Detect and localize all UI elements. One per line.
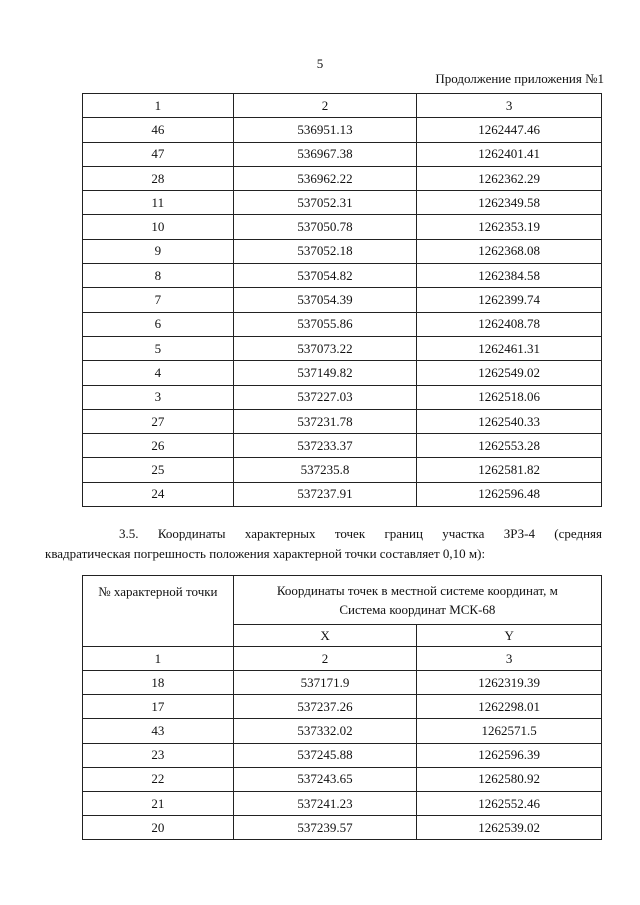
y-coordinate-cell: 1262408.78 [417, 312, 602, 336]
y-coordinate-cell: 1262552.46 [417, 791, 602, 815]
y-coordinate-cell: 1262461.31 [417, 336, 602, 360]
x-coordinate-cell: 537235.8 [233, 458, 417, 482]
x-coordinate-cell: 536951.13 [233, 118, 417, 142]
x-coordinate-cell: 537245.88 [233, 743, 417, 767]
table-row [83, 336, 602, 360]
x-coordinate-cell: 537052.31 [233, 191, 417, 215]
x-coordinate-cell: 537243.65 [233, 767, 417, 791]
y-coordinate-cell: 1262581.82 [417, 458, 602, 482]
table-row [83, 215, 602, 239]
y-coordinate-cell: 1262596.39 [417, 743, 602, 767]
point-number-cell: 47 [83, 142, 234, 166]
point-number-cell: 18 [83, 671, 234, 695]
point-number-cell: 43 [83, 719, 234, 743]
coordinates-header [233, 576, 601, 625]
point-number-cell: 8 [83, 264, 234, 288]
coordinates-header-line-2: Система координат МСК-68 [339, 602, 496, 617]
table-row [83, 239, 602, 263]
table-row [83, 142, 602, 166]
point-number-cell: 26 [83, 434, 234, 458]
point-number-cell: 4 [83, 361, 234, 385]
table-row [83, 288, 602, 312]
x-coordinate-cell: 537073.22 [233, 336, 417, 360]
y-coordinate-cell: 1262580.92 [417, 767, 602, 791]
point-number-cell: 21 [83, 791, 234, 815]
table-row [83, 385, 602, 409]
column-numbering-row [83, 647, 602, 671]
point-number-header: № характерной точки [83, 576, 234, 647]
y-coordinate-cell: 1262353.19 [417, 215, 602, 239]
table-row [83, 719, 602, 743]
page-number: 5 [316, 56, 324, 71]
table-row [83, 695, 602, 719]
point-number-cell: 23 [83, 743, 234, 767]
x-coordinate-cell: 537237.91 [233, 482, 417, 506]
x-coordinate-cell: 537233.37 [233, 434, 417, 458]
table-row [83, 791, 602, 815]
point-number-cell: 3 [83, 385, 234, 409]
point-number-cell: 10 [83, 215, 234, 239]
y-coordinate-cell: 1262368.08 [417, 239, 602, 263]
x-coordinate-cell: 537052.18 [233, 239, 417, 263]
x-coordinate-cell: 537149.82 [233, 361, 417, 385]
point-number-cell: 7 [83, 288, 234, 312]
y-coordinate-cell: 1262447.46 [417, 118, 602, 142]
table-header-row [83, 576, 602, 625]
section-paragraph [45, 524, 602, 564]
x-coordinate-cell: 537237.26 [233, 695, 417, 719]
y-coordinate-cell: 1262401.41 [417, 142, 602, 166]
point-number-cell: 28 [83, 166, 234, 190]
section-line-2: квадратическая погрешность положения характерной точки составляет 0,10 м): [45, 546, 486, 561]
point-number-cell: 11 [83, 191, 234, 215]
y-coordinate-cell: 1262319.39 [417, 671, 602, 695]
point-number-cell: 27 [83, 409, 234, 433]
x-coordinate-cell: 537241.23 [233, 791, 417, 815]
point-number-cell: 6 [83, 312, 234, 336]
table-row [83, 482, 602, 506]
x-coordinate-cell: 537239.57 [233, 816, 417, 840]
section-line-1: 3.5. Координаты характерных точек границ участка ЗРЗ-4 (средняя [119, 526, 602, 541]
point-number-cell: 22 [83, 767, 234, 791]
y-coordinate-cell: 1262539.02 [417, 816, 602, 840]
x-coordinate-cell: 537231.78 [233, 409, 417, 433]
header-cell: 2 [233, 94, 417, 118]
y-coordinate-cell: 1262553.28 [417, 434, 602, 458]
coordinates-table-continued [82, 93, 602, 507]
y-header: Y [417, 625, 602, 647]
y-coordinate-cell: 1262362.29 [417, 166, 602, 190]
x-header: X [233, 625, 417, 647]
x-coordinate-cell: 537054.39 [233, 288, 417, 312]
x-coordinate-cell: 536962.22 [233, 166, 417, 190]
table-row [83, 312, 602, 336]
table-row [83, 409, 602, 433]
x-coordinate-cell: 537227.03 [233, 385, 417, 409]
continuation-note: Продолжение приложения №1 [435, 71, 604, 86]
point-number-cell: 20 [83, 816, 234, 840]
numbering-cell: 2 [233, 647, 417, 671]
y-coordinate-cell: 1262540.33 [417, 409, 602, 433]
x-coordinate-cell: 537054.82 [233, 264, 417, 288]
point-number-cell: 5 [83, 336, 234, 360]
table-row [83, 458, 602, 482]
point-number-cell: 17 [83, 695, 234, 719]
point-number-cell: 46 [83, 118, 234, 142]
numbering-cell: 3 [417, 647, 602, 671]
table-row [83, 434, 602, 458]
table-row [83, 767, 602, 791]
table-row [83, 118, 602, 142]
y-coordinate-cell: 1262384.58 [417, 264, 602, 288]
y-coordinate-cell: 1262549.02 [417, 361, 602, 385]
numbering-cell: 1 [83, 647, 234, 671]
table-row [83, 264, 602, 288]
table-row [83, 671, 602, 695]
table-row [83, 191, 602, 215]
y-coordinate-cell: 1262518.06 [417, 385, 602, 409]
x-coordinate-cell: 537050.78 [233, 215, 417, 239]
x-coordinate-cell: 537332.02 [233, 719, 417, 743]
point-number-cell: 25 [83, 458, 234, 482]
zrz4-coordinates-table [82, 575, 602, 840]
table-row [83, 743, 602, 767]
coordinates-header-line-1: Координаты точек в местной системе координат, м [276, 583, 558, 598]
header-cell: 3 [417, 94, 602, 118]
x-coordinate-cell: 537171.9 [233, 671, 417, 695]
point-number-cell: 9 [83, 239, 234, 263]
y-coordinate-cell: 1262399.74 [417, 288, 602, 312]
y-coordinate-cell: 1262349.58 [417, 191, 602, 215]
y-coordinate-cell: 1262298.01 [417, 695, 602, 719]
table-row [83, 361, 602, 385]
table-header-row [83, 94, 602, 118]
header-cell: 1 [83, 94, 234, 118]
y-coordinate-cell: 1262571.5 [417, 719, 602, 743]
point-number-cell: 24 [83, 482, 234, 506]
table-row [83, 816, 602, 840]
table-row [83, 166, 602, 190]
y-coordinate-cell: 1262596.48 [417, 482, 602, 506]
x-coordinate-cell: 536967.38 [233, 142, 417, 166]
x-coordinate-cell: 537055.86 [233, 312, 417, 336]
